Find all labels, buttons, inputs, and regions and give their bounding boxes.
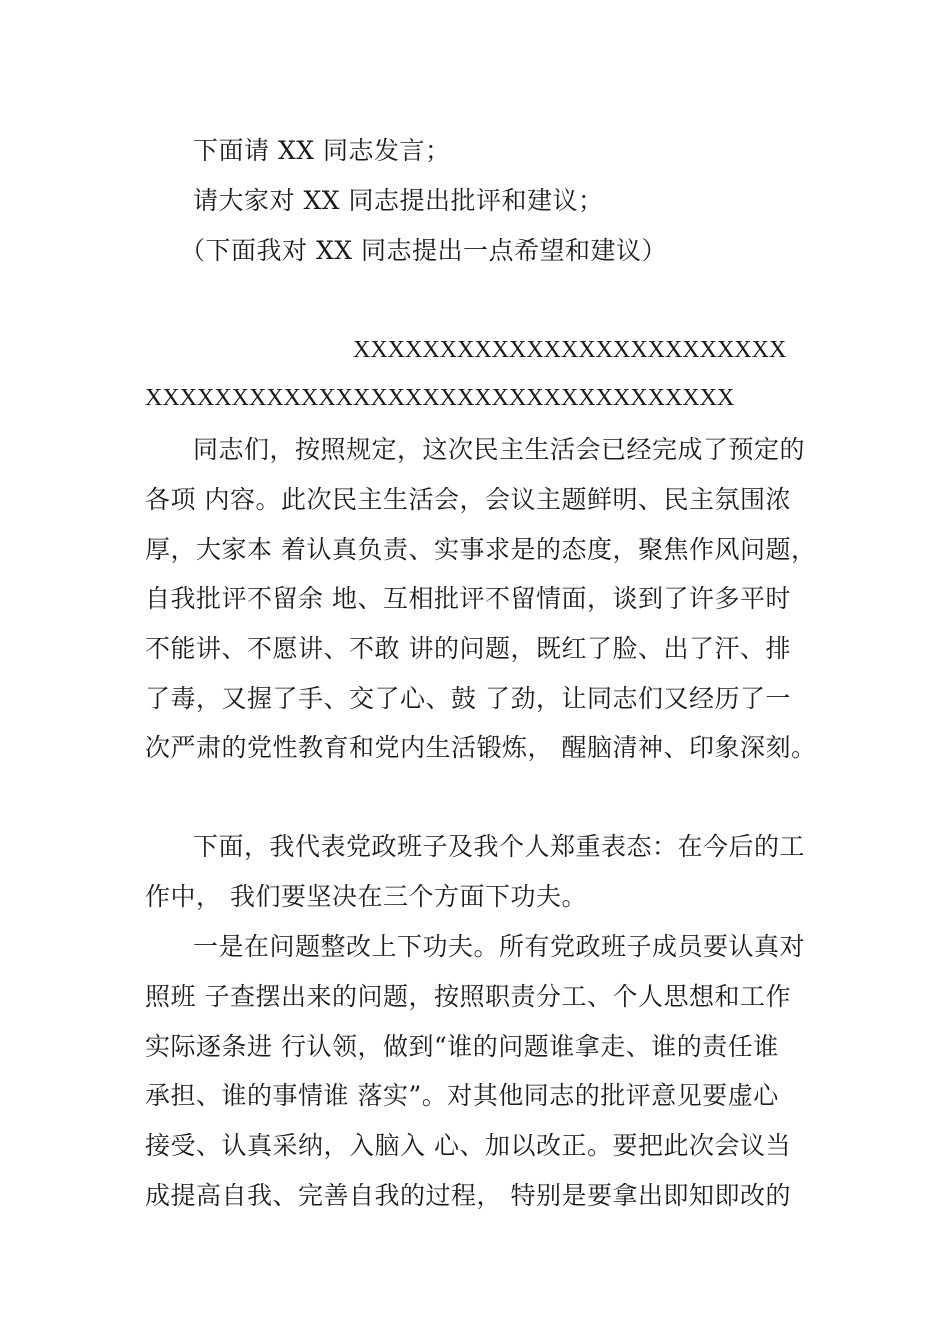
paragraph1-line-4: 自我批评不留余 地、互相批评不留情面，谈到了许多平时 <box>145 584 791 613</box>
paragraph1-line-2: 各项 内容。此次民主生活会，会议主题鲜明、民主氛围浓 <box>145 485 791 514</box>
paragraph2-line-1: 下面，我代表党政班子及我个人郑重表态：在今后的工 <box>193 832 806 861</box>
intro-line-2: 请大家对 XX 同志提出批评和建议； <box>193 186 604 215</box>
paragraph3-line-5: 接受、认真采纳，入脑入 心、加以改正。要把此次会议当 <box>145 1131 791 1160</box>
paragraph3-line-4: 承担、谁的事情谁 落实”。对其他同志的批评意见要虚心 <box>145 1081 779 1110</box>
title-line-1: XXXXXXXXXXXXXXXXXXXXXXXXX <box>353 337 787 363</box>
paragraph3-line-2: 照班 子查摆出来的问题，按照职责分工、个人思想和工作 <box>145 982 791 1011</box>
paragraph1-line-3: 厚，大家本 着认真负责、实事求是的态度，聚焦作风问题， <box>145 535 817 564</box>
paragraph1-line-5: 不能讲、不愿讲、不敢 讲的问题，既红了脸、出了汗、排 <box>145 634 791 663</box>
intro-line-1: 下面请 XX 同志发言； <box>193 136 451 165</box>
paragraph1-line-1: 同志们，按照规定，这次民主生活会已经完成了预定的 <box>193 435 806 464</box>
paragraph1-line-7: 次严肃的党性教育和党内生活锻炼， 醒脑清神、印象深刻。 <box>145 733 817 762</box>
paragraph3-line-1: 一是在问题整改上下功夫。所有党政班子成员要认真对 <box>193 932 806 961</box>
paragraph2-line-2: 作中， 我们要坚决在三个方面下功夫。 <box>145 882 587 911</box>
paragraph1-line-6: 了毒，又握了手、交了心、鼓 了劲，让同志们又经历了一 <box>145 684 791 713</box>
paragraph3-line-3: 实际逐条进 行认领，做到“谁的问题谁拿走、谁的责任谁 <box>145 1032 779 1061</box>
title-line-2: XXXXXXXXXXXXXXXXXXXXXXXXXXXXXXXXXX <box>145 385 735 411</box>
paragraph3-line-6: 成提高自我、完善自我的过程， 特别是要拿出即知即改的 <box>145 1181 791 1210</box>
intro-line-3: （下面我对 XX 同志提出一点希望和建议） <box>180 236 667 265</box>
